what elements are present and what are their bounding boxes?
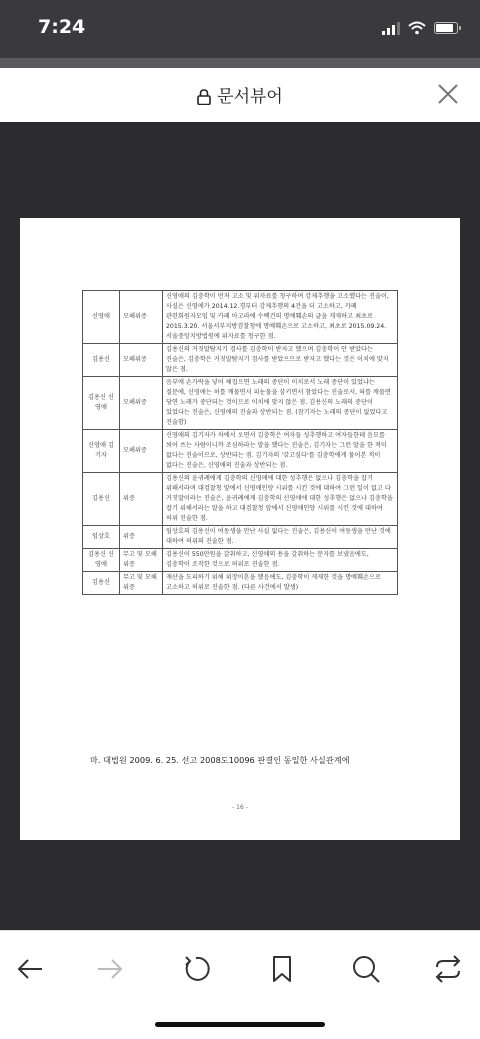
who-cell: 김용신	[83, 473, 120, 526]
desc-cell: 신영애의 김기자가 차에서 오면서 김충학은 여자들 성추행하고 여자들한테 음모를 씌어 쓰는 사람이니까 조심하라는 말을 했다는 진술은, 김기자는 그런 말을 한 적이 없다는 진술이므로, 상반되는 점. 김기자의 '갖고싶다'를 김충학에게 물어본 적이 없다는 진술은, 신영애의 진술과 상반되는 점.	[163, 430, 398, 473]
header-title-wrap	[0, 82, 480, 107]
table-row	[83, 344, 398, 377]
table-row	[83, 291, 398, 344]
search-icon[interactable]	[350, 953, 382, 985]
case-table	[82, 290, 398, 595]
bookmark-icon[interactable]	[266, 953, 298, 985]
desc-cell: 신영애의 김충학이 먼저 고소 및 위자료를 청구하여 강제추행을 고소했다는 진술이, 사실은 신영애가 2014.12.경부터 강제추행의 4건을 더 고소하고, 카페 관련회원자모임 및 카페 아고라에 수백건의 명예훼손의 글을 게재하고 최초로 2015.3.20. 서울서부지방검찰청에 명예훼손으로 고소하고, 최초로 2015.09.24. 서울중앙지방법원에 위자료를 청구한 점.	[163, 291, 398, 344]
who-cell: 임상호	[83, 526, 120, 549]
back-arrow-icon[interactable]	[14, 953, 46, 985]
desc-cell: 재산을 도피하기 위해 위장이혼을 했음에도, 김충학이 게재한 것을 명예훼손으로 고소하고 허위로 진술한 점. (다른 사건에서 발생)	[163, 572, 398, 595]
table-row	[83, 473, 398, 526]
table-row	[83, 572, 398, 595]
status-bar	[0, 0, 480, 58]
who-cell: 신영애 김기자	[83, 430, 120, 473]
desc-cell: 김용신의 거짓말탐지기 검사를 김충학이 받자고 했으며 김충학이 안 받았다는 진술은, 김충학은 거짓말탐지기 검사를 받았으므로 받자고 했다는 것은 이치에 맞지 않은 점.	[163, 344, 398, 377]
crime-cell: 모해위증	[120, 291, 163, 344]
who-cell: 김용신	[83, 344, 120, 377]
crime-cell: 모해위증	[120, 430, 163, 473]
desc-cell: 김용신이 550만원을 갈취하고, 신영애의 용을 갈취하는 문자를 보냈음에도, 김충학이 조작한 것으로 허위로 진술한 점.	[163, 549, 398, 572]
desc-cell: 김용신의 윤귀례에게 김충학의 신영애에 대한 성추행은 없으나 김충학을 잡기 위해서라며 대검찰청 앞에서 신영애인양 시위를 시킨 것에 대하여 그런 일이 없고 다 거짓말이라는 진술은, 윤귀례에게 김충학의 신영애에 대한 성추행은 없으나 김충학을 잡기 위해서라는 말을 하고 대검찰청 앞에서 신영애인양 시위를 시킨 것에 대하여 허위 진술한 점.	[163, 473, 398, 526]
document-viewer[interactable]	[20, 122, 460, 930]
refresh-icon[interactable]	[180, 953, 212, 985]
footer-reference: 마. 대법원 2009. 6. 25. 선고 2008도10096 판결인 동일한 사실관계에	[90, 755, 350, 765]
close-icon[interactable]	[436, 82, 460, 106]
viewer-header	[0, 68, 480, 122]
table-row	[83, 526, 398, 549]
desc-cell: 임상호의 김용신이 여동생을 만난 사실 없다는 진술은, 김용신이 여동생을 만난 것에 대하여 허위의 진술한 점.	[163, 526, 398, 549]
table-row	[83, 377, 398, 430]
sheet-edge	[0, 58, 480, 68]
status-time: 7:24	[38, 16, 86, 38]
home-indicator	[155, 1022, 325, 1027]
table-row	[83, 430, 398, 473]
lock-icon	[197, 89, 211, 105]
crime-cell: 위증	[120, 526, 163, 549]
signal-icon	[382, 21, 400, 35]
wifi-icon	[408, 21, 426, 35]
battery-icon	[434, 22, 458, 34]
who-cell: 김용신 신영애	[83, 377, 120, 430]
desc-cell: 음부에 손가락을 넣어 헤집으면 노래의 중단이 이치로서 노래 중단이 있었냐는 질문에, 신영애는 허를 깨물면서 피눈물을 삼키면서 참았다는 진술로서, 혀를 깨물면 당연 노래가 중단되는 것이므로 이치에 맞지 않은 점. 김용신의 노래의 중단이 있었다는 진술은, 신영애의 진술과 상반되는 점. (참기자는 노래의 중단이 없었다고 진술함)	[163, 377, 398, 430]
page-number: - 16 -	[232, 804, 248, 811]
page-title: 문서뷰어	[217, 87, 283, 107]
share-icon[interactable]	[432, 953, 464, 985]
who-cell: 신영애	[83, 291, 120, 344]
forward-arrow-icon[interactable]	[94, 953, 126, 985]
crime-cell: 위증	[120, 473, 163, 526]
bottom-toolbar	[0, 930, 480, 1039]
who-cell: 김용신	[83, 572, 120, 595]
crime-cell: 무고 및 모해위증	[120, 572, 163, 595]
crime-cell: 모해위증	[120, 344, 163, 377]
crime-cell: 무고 및 모해위증	[120, 549, 163, 572]
crime-cell: 모해위증	[120, 377, 163, 430]
document-page	[20, 218, 460, 840]
status-icons	[382, 20, 458, 36]
table-row	[83, 549, 398, 572]
who-cell: 김용신 신영애	[83, 549, 120, 572]
